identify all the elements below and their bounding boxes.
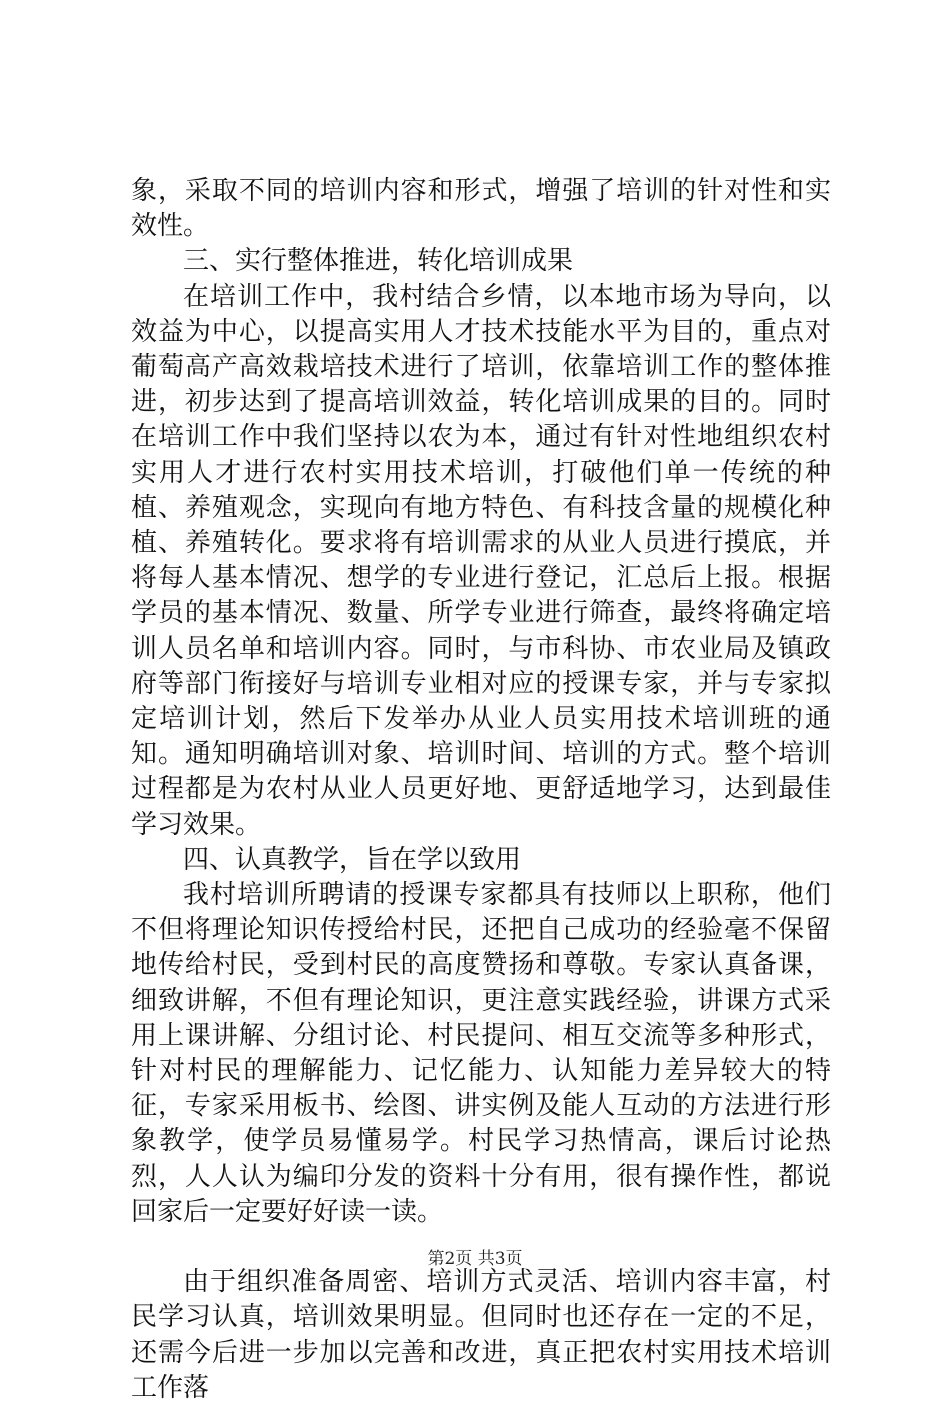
document-body [131,174,831,1406]
section-heading-4: 四、认真教学，旨在学以致用 [183,844,522,875]
paragraph-summary: 由于组织准备周密、培训方式灵活、培训内容丰富，村民学习认真，培训效果明显。但同时也还存在一定的不足，还需今后进一步加以完善和改进，真正把农村实用技术培训工作落 [131,1267,831,1403]
paragraph-section-3: 在培训工作中，我村结合乡情，以本地市场为导向，以效益为中心，以提高实用人才技术技能水平为目的，重点对葡萄高产高效栽培技术进行了培训，依靠培训工作的整体推进，初步达到了提高培训效益，转化培训成果的目的。同时在培训工作中我们坚持以农为本，通过有针对性地组织农村实用人才进行农村实用技术培训，打破他们单一传统的种植、养殖观念，实现向有地方特色、有科技含量的规模化种植、养殖转化。要求将有培训需求的从业人员进行摸底，并将每人基本情况、想学的专业进行登记，汇总后上报。根据学员的基本情况、数量、所学专业进行筛查，最终将确定培训人员名单和培训内容。同时，与市科协、市农业局及镇政府等部门衔接好与培训专业相对应的授课专家，并与专家拟定培训计划，然后下发举办从业人员实用技术培训班的通知。通知明确培训对象、培训时间、培训的方式。整个培训过程都是为农村从业人员更好地、更舒适地学习，达到最佳学习效果。 [131,281,831,840]
paragraph-continuation: 象，采取不同的培训内容和形式，增强了培训的针对性和实效性。 [131,176,831,242]
page-footer: 第2页 共3页 [427,1249,523,1269]
paragraph-section-4: 我村培训所聘请的授课专家都具有技师以上职称，他们不但将理论知识传授给村民，还把自己成功的经验毫不保留地传给村民，受到村民的高度赞扬和尊敬。专家认真备课，细致讲解，不但有理论知识，更注意实践经验，讲课方式采用上课讲解、分组讨论、村民提问、相互交流等多种形式，针对村民的理解能力、记忆能力、认知能力差异较大的特征，专家采用板书、绘图、讲实例及能人互动的方法进行形象教学，使学员易懂易学。村民学习热情高，课后讨论热烈，人人认为编印分发的资料十分有用，很有操作性，都说回家后一定要好好读一读。 [131,880,831,1227]
section-heading-3: 三、实行整体推进，转化培训成果 [183,246,574,277]
